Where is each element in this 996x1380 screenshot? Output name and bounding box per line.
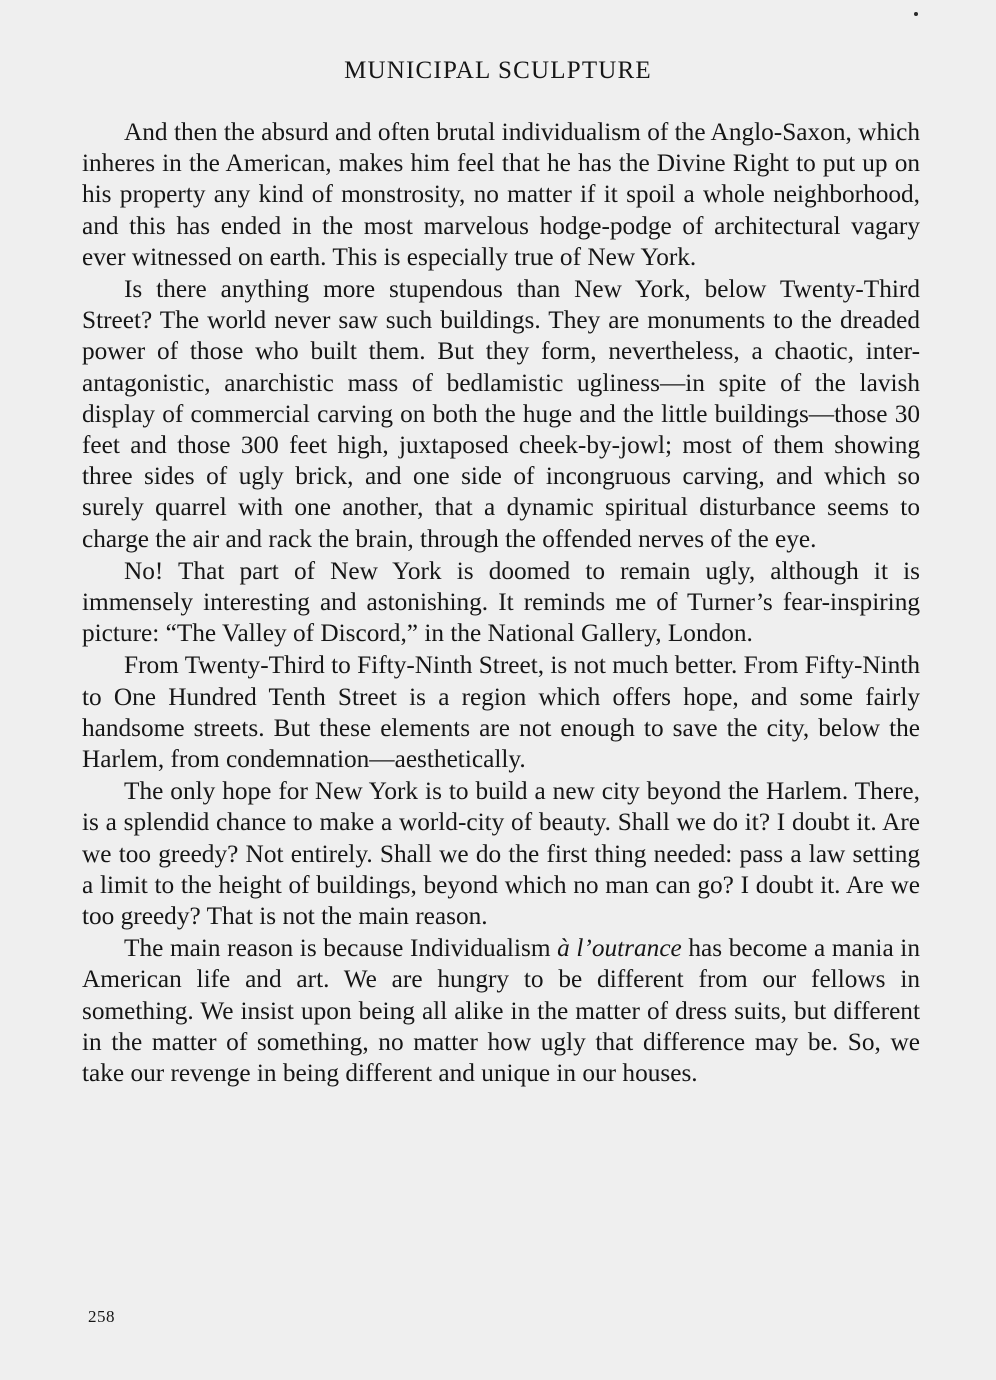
- paragraph-1: And then the absurd and often brutal individualism of the Anglo-Saxon, which inheres in the American, makes him feel that he has the Divine Right to put up on his property any kind of monstrosity, no matter if it spoil a whole neighborhood, and this has ended in the most marvelous hodge-podge of architectural vagary ever witnessed on earth. This is especially true of New York.: [82, 118, 920, 271]
- page-number: 258: [88, 1307, 115, 1326]
- paragraph-2: Is there anything more stupendous than New York, below Twenty-Third Street? The world never saw such buildings. They are monuments to the dreaded power of those who built them. But they form, nevertheless, a chaotic, inter-antagonistic, anarchistic mass of bedlamistic ugliness—in spite of the lavish display of commercial carving on both the huge and the little buildings—those 30 feet and those 300 feet high, juxtaposed cheek-by-jowl; most of them showing three sides of ugly brick, and one side of incongruous carving, and which so surely quarrel with one another, that a dynamic spiritual disturbance seems to charge the air and rack the brain, through the offended nerves of the eye.: [82, 275, 920, 553]
- ink-speck: [914, 12, 918, 16]
- paragraph-3: No! That part of New York is doomed to remain ugly, although it is immensely interesting and astonishing. It reminds me of Turner’s fear-inspiring picture: “The Valley of Discord,” in the National Gallery, London.: [82, 556, 920, 648]
- paragraph-6: [82, 933, 920, 1089]
- body-text: [82, 117, 920, 1089]
- paragraph-5: The only hope for New York is to build a new city beyond the Harlem. There, is a splendid chance to make a world-city of beauty. Shall we do it? I doubt it. Are we too greedy? Not entirely. Shall we do the first thing needed: pass a law setting a limit to the height of buildings, beyond which no man can go? I doubt it. Are we too greedy? That is not the main reason.: [82, 777, 920, 931]
- paragraph-6-end: has become a mania in American life and art. We are hungry to be different from our fellows in something. We insist upon being all alike in the matter of dress suits, but different in the matter of something, no matter how ugly that difference may be. So, we take our revenge in being different and unique in our houses.: [82, 934, 920, 1088]
- italic-phrase: à l’outrance: [557, 934, 682, 963]
- paragraph-4: From Twenty-Third to Fifty-Ninth Street, is not much better. From Fifty-Ninth to One Hundred Tenth Street is a region which offers hope, and some fairly handsome streets. But these elements are not enough to save the city, below the Harlem, from condemnation—aesthetically.: [82, 651, 920, 774]
- paragraph-6-start: The main reason is because Individualism: [124, 934, 558, 963]
- running-head: MUNICIPAL SCULPTURE: [344, 57, 652, 84]
